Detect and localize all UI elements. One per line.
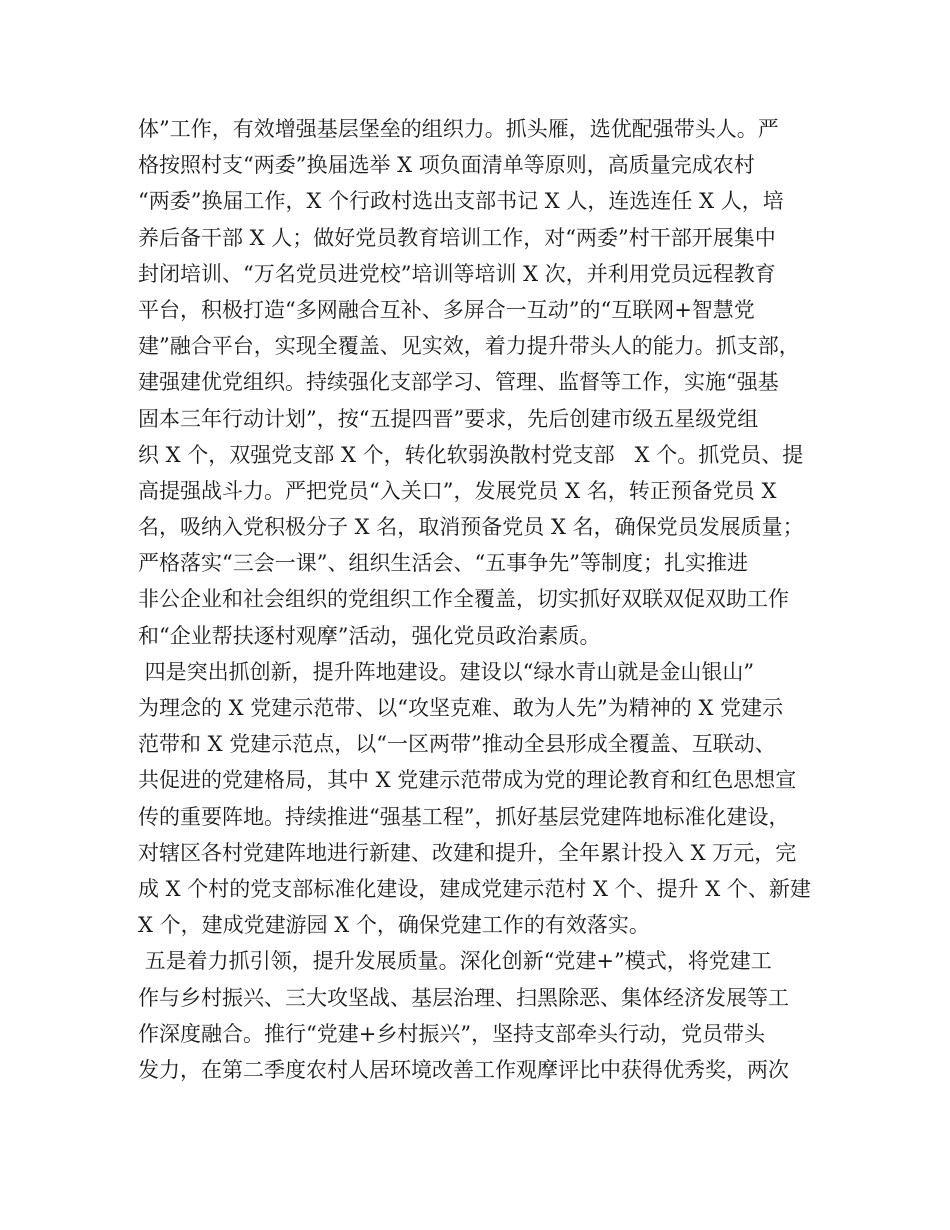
text-line: 非公企业和社会组织的党组织工作全覆盖，切实抓好双联双促双助工作 — [138, 587, 789, 612]
text-line: 织 X 个，双强党支部 X 个，转化软弱涣散村党支部 X 个。抓党员、提 — [138, 442, 804, 467]
text-line: 封闭培训、“万名党员进党校”培训等培训 X 次，并利用党员远程教育 — [138, 261, 776, 286]
text-line: 范带和 X 党建示范点，以“一区两带”推动全县形成全覆盖、互联动、 — [138, 732, 776, 757]
text-line: 名，吸纳入党积极分子 X 名，取消预备党员 X 名，确保党员发展质量； — [138, 515, 804, 540]
text-line: 共促进的党建格局，其中 X 党建示范带成为党的理论教育和红色思想宣 — [138, 768, 797, 793]
text-line: 对辖区各村党建阵地进行新建、改建和提升，全年累计投入 X 万元，完 — [138, 840, 797, 865]
text-line: 高提强战斗力。严把党员“入关口”，发展党员 X 名，转正预备党员 X — [138, 478, 777, 503]
text-line: 平台，积极打造“多网融合互补、多屏合一互动”的“互联网+智慧党 — [138, 297, 755, 322]
text-line: 格按照村支“两委”换届选举 X 项负面清单等原则，高质量完成农村 — [138, 153, 755, 178]
paragraph-start-line: 四是突出抓创新，提升阵地建设。建设以“绿水青山就是金山银山” — [138, 659, 755, 684]
text-line: 作深度融合。推行“党建+乡村振兴”，坚持支部牵头行动，党员带头 — [138, 1021, 766, 1046]
text-line: 固本三年行动计划”，按“五提四晋”要求，先后创建市级五星级党组 — [138, 406, 759, 431]
text-line: X 个，建成党建游园 X 个，确保党建工作的有效落实。 — [138, 913, 650, 938]
text-line: “两委”换届工作，X 个行政村选出支部书记 X 人，连选连任 X 人，培 — [138, 189, 784, 214]
text-line: 传的重要阵地。持续推进“强基工程”，抓好基层党建阵地标准化建设， — [138, 804, 790, 829]
text-line: 严格落实“三会一课”、组织生活会、“五事争先”等制度；扎实推进 — [138, 551, 748, 576]
text-line: 为理念的 X 党建示范带、以“攻坚克难、敢为人先”为精神的 X 党建示 — [138, 696, 784, 720]
document-body — [138, 111, 838, 1088]
text-line: 建”融合平台，实现全覆盖、见实效，着力提升带头人的能力。抓支部， — [138, 334, 800, 359]
text-line: 作与乡村振兴、三大攻坚战、基层治理、扫黑除恶、集体经济发展等工 — [138, 985, 789, 1010]
paragraph-start-line: 五是着力抓引领，提升发展质量。深化创新“党建+”模式，将党建工 — [138, 949, 772, 974]
text-line: 和“企业帮扶逐村观摩”活动，强化党员政治素质。 — [138, 623, 601, 648]
text-line: 成 X 个村的党支部标准化建设，建成党建示范村 X 个、提升 X 个、新建 — [138, 876, 811, 901]
text-line: 发力，在第二季度农村人居环境改善工作观摩评比中获得优秀奖，两次 — [138, 1057, 789, 1082]
text-line: 养后备干部 X 人；做好党员教育培训工作，对“两委”村干部开展集中 — [138, 225, 776, 250]
text-line: 体”工作，有效增强基层堡垒的组织力。抓头雁，选优配强带头人。严 — [138, 117, 779, 141]
text-line: 建强建优党组织。持续强化支部学习、管理、监督等工作，实施“强基 — [138, 370, 779, 395]
